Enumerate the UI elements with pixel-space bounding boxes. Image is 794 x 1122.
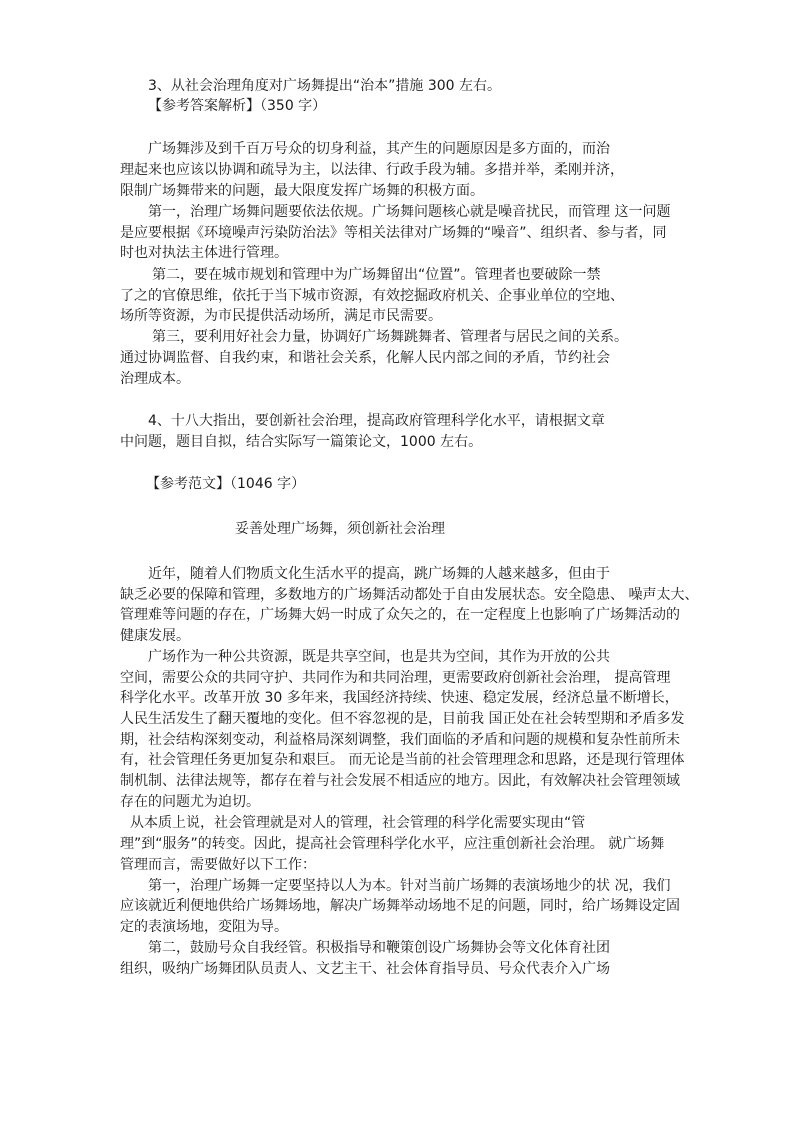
essay-line: 从本质上说，社会管理就是对人的管理，社会管理的科学化需要实现由“管 (130, 815, 586, 831)
answer-line: 治理成本。 (120, 371, 190, 387)
essay-line: 管理而言，需要做好以下工作： (120, 857, 316, 873)
essay-line: 空间，需要公众的共同守护、共同作为和共同治理，更需要政府创新社会治理， 提高管理 (120, 670, 671, 686)
essay-line: 管理难等问题的存在，广场舞大妈一时成了众矢之的，在一定程度上也影响了广场舞活动的 (120, 607, 680, 623)
answer-line: 是应要根据《环境噪声污染防治法》等相关法律对广场舞的“噪音”、组织者、参与者，同 (120, 225, 667, 241)
essay-line: 健康发展。 (120, 628, 190, 644)
answer-label: 【参考答案解析】（350 字） (148, 98, 327, 114)
question-3: 3、从社会治理角度对广场舞提出“治本”措施 300 左右。 (148, 78, 502, 94)
essay-title: 妥善处理广场舞，须创新社会治理 (235, 521, 445, 537)
essay-line: 缺乏必要的保障和管理，多数地方的广场舞活动都处于自由发展状态。安全隐患、 噪声太大、 (120, 587, 699, 603)
essay-line: 组织，吸纳广场舞团队员责人、文艺主干、社会体育指导员、号众代表介入广场 (120, 961, 610, 977)
answer-line: 了之的官僚思维，依托于当下城市资源，有效挖掘政府机关、企事业单位的空地、 (120, 288, 624, 304)
essay-line: 近年，随着人们物质文化生活水平的提高，跳广场舞的人越来越多，但由于 (148, 566, 610, 582)
answer-line: 第二，要在城市规划和管理中为广场舞留出“位置”。管理者也要破除一禁 (152, 267, 601, 283)
essay-line: 第二，鼓励号众自我经管。积极指导和鞭策创设广场舞协会等文化体育社团 (148, 940, 610, 956)
answer-line: 通过协调监督、自我约束，和谐社会关系，化解人民内部之间的矛盾，节约社会 (120, 350, 610, 366)
essay-line: 第一，治理广场舞一定要坚持以人为本。针对当前广场舞的表演场地少的状 况，我们 (148, 878, 671, 894)
question-4-line: 中问题，题目自拟，结合实际写一篇策论文，1000 左右。 (120, 434, 483, 450)
essay-line: 有，社会管理任务更加复杂和艰巨。 而无论是当前的社会管理理念和思路，还是现行管理体 (120, 752, 685, 768)
essay-line: 期，社会结构深刻变动，利益格局深刻调整，我们面临的矛盾和问题的规模和复杂性前所未 (120, 732, 680, 748)
essay-line: 科学化水平。改革开放 30 多年来，我国经济持续、快速、稳定发展，经济总量不断增长， (120, 690, 679, 706)
essay-line: 人民生活发生了翻天覆地的变化。但不容忽视的是，目前我 国正处在社会转型期和矛盾多发 (120, 711, 685, 727)
essay-line: 定的表演场地，変阻为导。 (120, 919, 288, 935)
essay-line: 理”到“服务”的转变。因此，提高社会管理科学化水平，应注重创新社会治理。 就广场舞 (120, 836, 665, 852)
answer-line: 理起来也应该以协调和疏导为主，以法律、行政手段为辅。多措并举，柔刚并济， (120, 162, 624, 178)
essay-line: 制机制、法律法规等，都存在着与社会发展不相适应的地方。因此，有效解决社会管理领域 (120, 773, 680, 789)
answer-line: 场所等资源，为市民提供活动场所，满足市民需要。 (120, 308, 442, 324)
answer-line: 广场舞涉及到千百万号众的切身利益，其产生的问题原因是多方面的，而治 (148, 141, 610, 157)
answer-line: 第三，要利用好社会力量，协调好广场舞跳舞者、管理者与居民之间的关系。 (152, 329, 628, 345)
answer-line: 第一，治理广场舞问题要依法依规。广场舞问题核心就是噪音扰民，而管理 这一问题 (148, 204, 671, 220)
answer-line: 时也对执法主体进行管理。 (120, 245, 288, 261)
essay-line: 存在的问题尤为迫切。 (120, 794, 260, 810)
essay-line: 应该就近利便地供给广场舞场地，解决广场舞举动场地不足的问题，同时，给广场舞设定固 (120, 898, 680, 914)
answer-line: 限制广场舞带来的问题，最大限度发挥广场舞的积极方面。 (120, 183, 484, 199)
essay-line: 广场作为一种公共资源，既是共享空间，也是共为空间，其作为开放的公共 (148, 649, 610, 665)
essay-label: 【参考范文】（1046 字） (146, 476, 306, 492)
question-4-line: 4、十八大指出，要创新社会治理，提高政府管理科学化水平，请根据文章 (148, 413, 605, 429)
